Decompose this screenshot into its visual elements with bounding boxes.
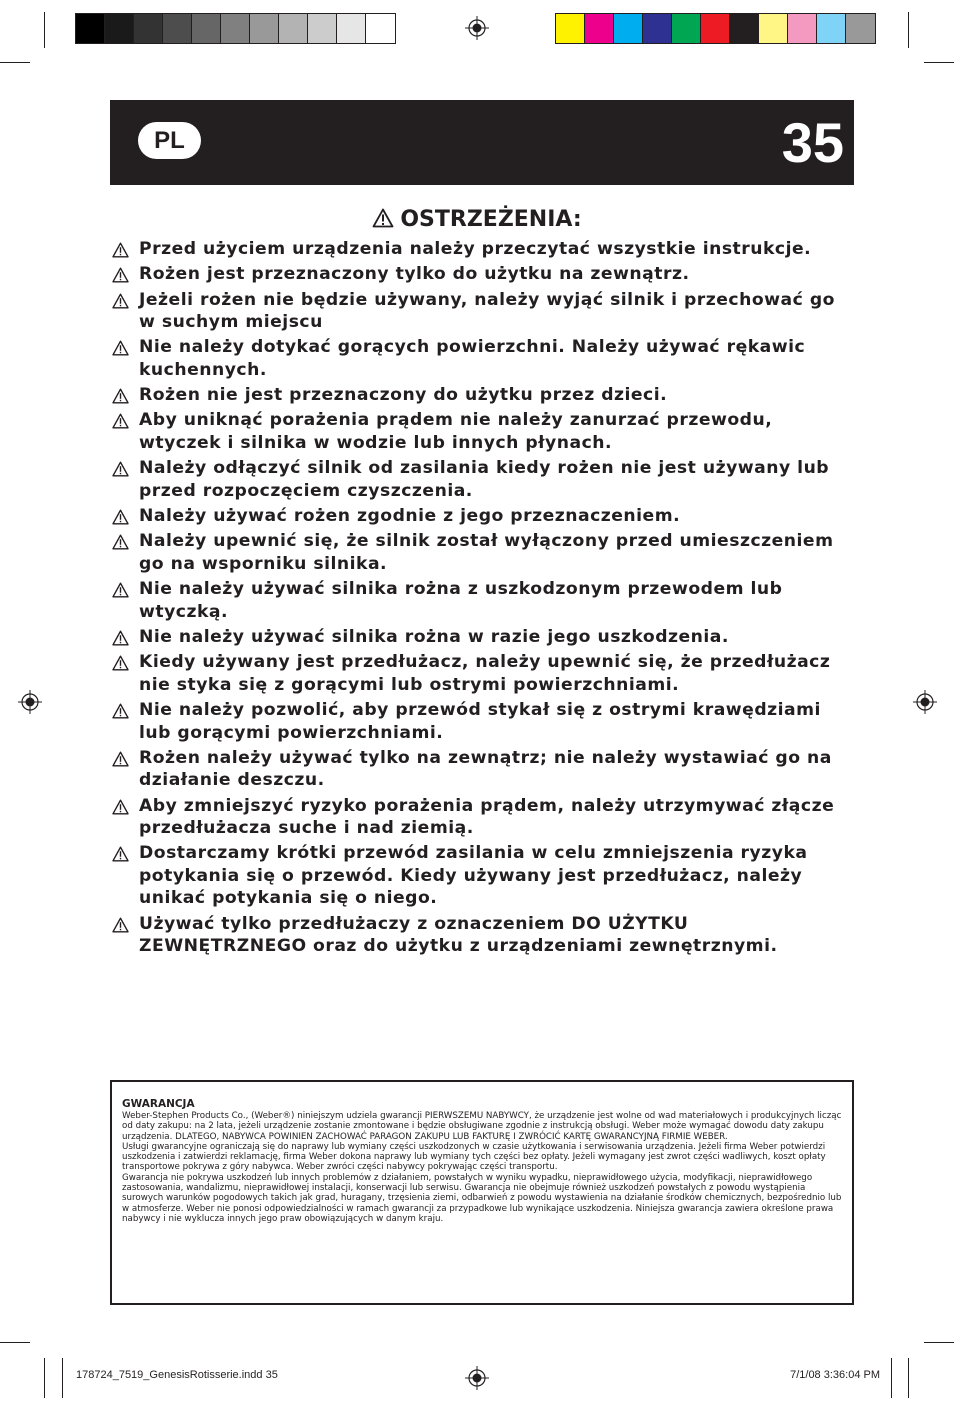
crop-mark	[44, 1358, 45, 1398]
warnings-heading	[0, 205, 954, 235]
warning-text: Nie należy używać silnika rożna w razie jego uszkodzenia.	[139, 626, 729, 647]
page-number: 35	[781, 111, 844, 174]
warning-triangle-icon	[112, 917, 129, 933]
color-swatch	[279, 14, 308, 43]
guarantee-body	[122, 1111, 842, 1224]
warning-item	[110, 530, 854, 575]
warning-triangle-icon	[112, 242, 129, 258]
registration-mark-icon	[913, 690, 937, 714]
crop-mark	[0, 62, 30, 63]
warning-item	[110, 505, 854, 528]
warning-item	[110, 747, 854, 792]
warning-text: Rożen nie jest przeznaczony do użytku przez dzieci.	[139, 385, 668, 406]
crop-mark	[924, 1342, 954, 1343]
page-header-bar	[110, 100, 854, 185]
slug-datetime: 7/1/08 3:36:04 PM	[790, 1369, 880, 1381]
warning-text: Kiedy używany jest przedłużacz, należy upewnić się, że przedłużacz nie styka się z gorącymi lub ostrymi powierzchniami.	[139, 652, 831, 695]
warning-item	[110, 409, 854, 454]
warning-triangle-icon	[112, 799, 129, 815]
color-swatch	[730, 14, 759, 43]
color-swatch	[366, 14, 395, 43]
warning-text: Należy używać rożen zgodnie z jego przeznaczeniem.	[139, 506, 681, 527]
color-swatch	[105, 14, 134, 43]
color-swatch	[614, 14, 643, 43]
color-swatch	[250, 14, 279, 43]
color-swatch	[643, 14, 672, 43]
warning-triangle-icon	[112, 846, 129, 862]
warning-text: Jeżeli rożen nie będzie używany, należy wyjąć silnik i przechować go w suchym miejscu	[139, 289, 835, 333]
warning-item	[110, 336, 854, 381]
warning-triangle-icon	[112, 655, 129, 671]
warning-text: Przed użyciem urządzenia należy przeczytać wszystkie instrukcje.	[139, 239, 812, 259]
warnings-list	[110, 238, 854, 961]
language-badge: PL	[138, 122, 201, 159]
crop-mark	[44, 12, 45, 48]
warning-text: Aby zmniejszyć ryzyko porażenia prądem, należy utrzymywać złącze przedłużacza suche i nad ziemią.	[139, 795, 835, 839]
color-swatch	[76, 14, 105, 43]
warning-triangle-icon	[112, 509, 129, 525]
warning-item	[110, 384, 854, 407]
slug-filename: 178724_7519_GenesisRotisserie.indd 35	[76, 1369, 278, 1381]
warning-text: Rożen należy używać tylko na zewnątrz; nie należy wystawiać go na działanie deszczu.	[139, 747, 832, 791]
color-swatch	[701, 14, 730, 43]
color-swatch	[134, 14, 163, 43]
color-swatch	[337, 14, 366, 43]
guarantee-box	[110, 1080, 854, 1305]
guarantee-paragraph: Usługi gwarancyjne ograniczają się do naprawy lub wymiany części uszkodzonych w czasie użytkowania i serwisowania urządzenia. Jeżeli firma Weber potwierdzi uszkodzenia i zatwierdzi reklamację, firma Weber dokona naprawy lub wymiany tych części bez opłaty. Jeżeli wymagany jest zwrot części wadliwych, koszt opłaty transportowe pokrywa z góry nabywca. Weber zwróci części nabywcy pokrywając części transportu.	[122, 1141, 826, 1173]
warning-item	[110, 913, 854, 958]
warning-item	[110, 578, 854, 623]
warning-text: Rożen jest przeznaczony tylko do użytku na zewnątrz.	[139, 264, 690, 285]
warning-item	[110, 457, 854, 502]
color-swatch	[192, 14, 221, 43]
slug-rule	[891, 1358, 892, 1398]
warning-text: Nie należy używać silnika rożna z uszkodzonym przewodem lub wtyczką.	[139, 579, 783, 622]
warning-triangle-icon	[112, 582, 129, 598]
crop-mark	[908, 1358, 909, 1398]
warning-item	[110, 238, 854, 261]
color-swatch	[672, 14, 701, 43]
warning-triangle-icon	[112, 703, 129, 719]
warning-item	[110, 795, 854, 840]
warning-item	[110, 842, 854, 910]
crop-mark	[0, 1342, 30, 1343]
color-swatch-bar	[555, 13, 876, 44]
slug-rule	[62, 1358, 63, 1398]
color-swatch	[788, 14, 817, 43]
warning-item	[110, 263, 854, 286]
warning-triangle-icon	[112, 751, 129, 767]
color-swatch	[846, 14, 875, 43]
warnings-title: OSTRZEŻENIA:	[400, 207, 582, 232]
color-swatch	[585, 14, 614, 43]
color-swatch	[817, 14, 846, 43]
color-swatch	[308, 14, 337, 43]
warning-text: Aby uniknąć porażenia prądem nie należy zanurzać przewodu, wtyczek i silnika w wodzie lub innych płynach.	[139, 410, 773, 453]
warning-triangle-icon	[112, 340, 129, 356]
registration-mark-icon	[465, 16, 489, 40]
color-swatch	[556, 14, 585, 43]
warning-text: Dostarczamy krótki przewód zasilania w celu zmniejszenia ryzyka potykania się o przewód. Kiedy używany jest przedłużacz, należy unikać potykania się o niego.	[139, 843, 808, 909]
warning-text: Nie należy pozwolić, aby przewód stykał się z ostrymi krawędziami lub gorącymi powierzchniami.	[139, 700, 821, 743]
warning-item	[110, 626, 854, 649]
gray-swatch-bar	[75, 13, 396, 44]
guarantee-paragraph: Gwarancja nie pokrywa uszkodzeń lub innych problemów z działaniem, powstałych w wyniku wypadku, nieprawidłowego użycia, modyfikacji, nieprawidłowego zastosowania, wandalizmu, nieprawidłowej instalacji, konserwacji lub serwisu. Gwarancja nie obejmuje również uszkodzeń powstałych z powodu wystąpienia surowych warunków pogodowych takich jak grad, huragany, trzęsienia ziemi, odbarwień z powodu wystawienia na działanie środków chemicznych, bezpośrednio lub w atmosferze. Weber nie ponosi odpowiedzialności w ramach gwarancji za przypadkowe lub wynikające uszkodzenia. Niniejsza gwarancja zawiera określone prawa nabywcy i nie wyklucza innych jego praw obowiązujących w danym kraju.	[122, 1172, 842, 1224]
warning-text: Nie należy dotykać gorących powierzchni. Należy używać rękawic kuchennych.	[139, 337, 806, 380]
guarantee-paragraph: Weber-Stephen Products Co., (Weber®) niniejszym udziela gwarancji PIERWSZEMU NABYWCY, że urządzenie jest wolne od wad materiałowych i produkcyjnych licząc od daty zakupu: na 2 lata, jeżeli urządzenie zostanie zmontowane i będzie obsługiwane zgodnie z instrukcją obsługi. Weber może wymagać dowodu daty zakupu urządzenia. DLATEGO, NABYWCA POWINIEN ZACHOWAĆ PARAGON ZAKUPU LUB FAKTURĘ I ZWRÓCIĆ KARTĘ GWARANCYJNĄ FIRMIE WEBER.	[122, 1111, 842, 1142]
warning-triangle-icon	[112, 267, 129, 283]
registration-mark-icon	[465, 1366, 489, 1390]
warning-triangle-icon	[112, 388, 129, 404]
crop-mark	[908, 12, 909, 48]
warning-triangle-icon	[112, 461, 129, 477]
warning-triangle-icon	[372, 208, 394, 228]
warning-triangle-icon	[112, 534, 129, 550]
warning-item	[110, 289, 854, 334]
color-swatch	[759, 14, 788, 43]
crop-mark	[924, 62, 954, 63]
guarantee-title: GWARANCJA	[122, 1098, 195, 1110]
warning-text: Używać tylko przedłużaczy z oznaczeniem DO UŻYTKU ZEWNĘTRZNEGO oraz do użytku z urządzeniami zewnętrznymi.	[139, 913, 778, 957]
registration-mark-icon	[18, 690, 42, 714]
warning-item	[110, 651, 854, 696]
warning-item	[110, 699, 854, 744]
warning-text: Należy upewnić się, że silnik został wyłączony przed umieszczeniem go na wsporniku silnika.	[139, 531, 834, 574]
warning-triangle-icon	[112, 293, 129, 309]
warning-text: Należy odłączyć silnik od zasilania kiedy rożen nie jest używany lub przed rozpoczęciem czyszczenia.	[139, 458, 830, 501]
color-swatch	[163, 14, 192, 43]
color-swatch	[221, 14, 250, 43]
warning-triangle-icon	[112, 413, 129, 429]
warning-triangle-icon	[112, 630, 129, 646]
